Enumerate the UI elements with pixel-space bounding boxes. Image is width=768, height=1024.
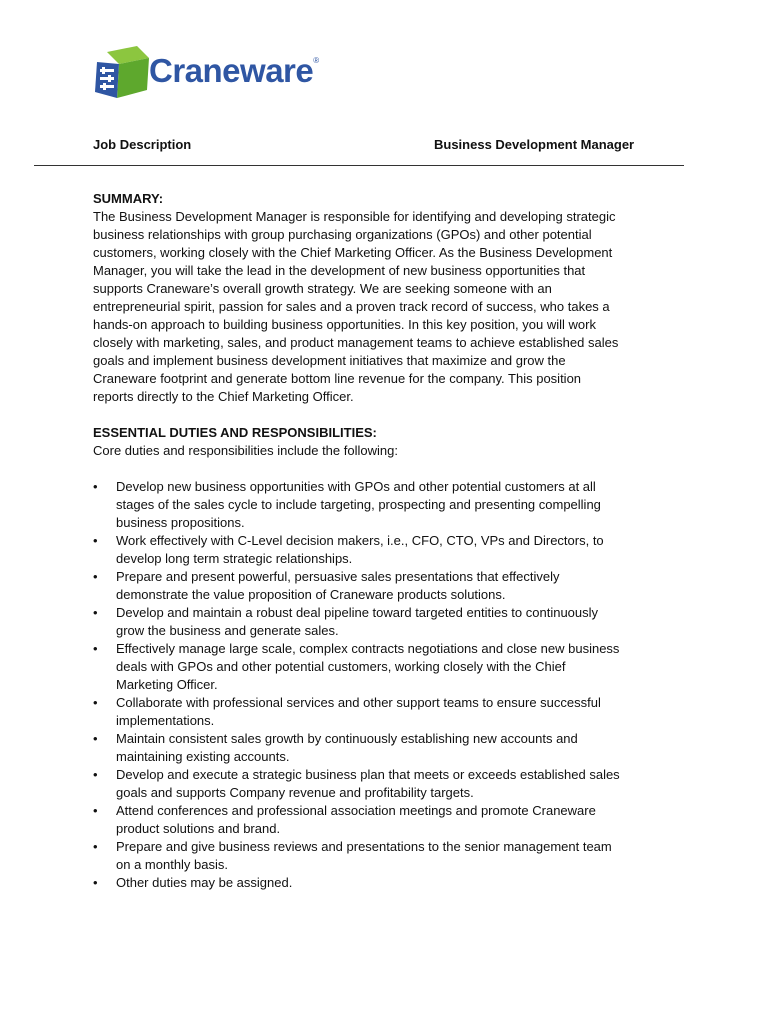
duty-line: Collaborate with professional services and other support teams to ensure successful: [116, 695, 601, 710]
duty-line: Develop and execute a strategic business plan that meets or exceeds established sales: [116, 767, 620, 782]
duty-line: grow the business and generate sales.: [116, 623, 339, 638]
craneware-logo: [93, 44, 333, 102]
duty-line: implementations.: [116, 713, 215, 728]
duty-line: deals with GPOs and other potential customers, working closely with the Chief: [116, 659, 566, 674]
summary-heading: SUMMARY:: [93, 191, 164, 206]
duty-item: [93, 478, 673, 532]
summary-line: Craneware footprint and generate bottom line revenue for the company. This position: [93, 371, 582, 386]
duty-item: [93, 694, 673, 730]
bullet-icon: •: [93, 533, 98, 548]
duty-item: [93, 838, 673, 874]
bullet-icon: •: [93, 731, 98, 746]
duty-item: [93, 874, 673, 892]
summary-line: The Business Development Manager is responsible for identifying and developing strategic: [93, 209, 616, 224]
duty-item: [93, 568, 673, 604]
spacer: [93, 406, 673, 424]
duty-line: Maintain consistent sales growth by continuously establishing new accounts and: [116, 731, 578, 746]
bullet-icon: •: [93, 803, 98, 818]
duty-line: Prepare and give business reviews and presentations to the senior management team: [116, 839, 612, 854]
document-body: [93, 190, 673, 892]
duty-item: [93, 532, 673, 568]
bullet-icon: •: [93, 479, 98, 494]
duty-item: [93, 802, 673, 838]
bullet-icon: •: [93, 695, 98, 710]
duty-line: Prepare and present powerful, persuasive sales presentations that effectively: [116, 569, 560, 584]
bullet-icon: •: [93, 605, 98, 620]
duty-line: stages of the sales cycle to include targeting, prospecting and presenting compelling: [116, 497, 601, 512]
summary-line: customers, working closely with the Chief Marketing Officer. As the Business Development: [93, 245, 613, 260]
header-divider: [34, 165, 684, 166]
duties-heading: ESSENTIAL DUTIES AND RESPONSIBILITIES:: [93, 425, 377, 440]
duty-line: Develop and maintain a robust deal pipeline toward targeted entities to continuously: [116, 605, 599, 620]
bullet-icon: •: [93, 641, 98, 656]
duty-line: product solutions and brand.: [116, 821, 281, 836]
summary-line: entrepreneurial spirit, passion for sales and a proven track record of success, who takes a: [93, 299, 610, 314]
duty-item: [93, 730, 673, 766]
duty-line: business propositions.: [116, 515, 245, 530]
bullet-icon: •: [93, 767, 98, 782]
summary-paragraph: [93, 208, 673, 406]
document-header: [93, 137, 653, 155]
bullet-icon: •: [93, 875, 98, 890]
summary-line: hands-on approach to building business opportunities. In this key position, you will work: [93, 317, 596, 332]
duty-line: Work effectively with C-Level decision makers, i.e., CFO, CTO, VPs and Directors, to: [116, 533, 604, 548]
duty-line: Develop new business opportunities with GPOs and other potential customers at all: [116, 479, 596, 494]
duty-line: on a monthly basis.: [116, 857, 229, 872]
duty-line: develop long term strategic relationships.: [116, 551, 353, 566]
spacer: [93, 460, 673, 478]
logo-name: Craneware: [149, 52, 314, 89]
duties-intro: Core duties and responsibilities include the following:: [93, 443, 398, 458]
logo-wordmark: [149, 52, 319, 90]
summary-line: business relationships with group purchasing organizations (GPOs) and other potential: [93, 227, 592, 242]
duty-line: Marketing Officer.: [116, 677, 218, 692]
duty-line: goals and supports Company revenue and profitability targets.: [116, 785, 474, 800]
duty-line: Attend conferences and professional association meetings and promote Craneware: [116, 803, 596, 818]
craneware-cube-icon: [93, 44, 151, 102]
bullet-icon: •: [93, 569, 98, 584]
duty-item: [93, 766, 673, 802]
job-title-label: Business Development Manager: [434, 137, 635, 152]
duty-item: [93, 640, 673, 694]
duty-line: Effectively manage large scale, complex contracts negotiations and close new business: [116, 641, 620, 656]
duty-line: Other duties may be assigned.: [116, 875, 293, 890]
summary-line: supports Craneware’s overall growth strategy. We are seeking someone with an: [93, 281, 552, 296]
duty-line: demonstrate the value proposition of Craneware products solutions.: [116, 587, 506, 602]
summary-line: goals and implement business development initiatives that maximize and grow the: [93, 353, 566, 368]
doc-type-label: Job Description: [93, 137, 192, 152]
summary-line: Manager, you will take the lead in the development of new business opportunities that: [93, 263, 586, 278]
duty-line: maintaining existing accounts.: [116, 749, 290, 764]
duties-list: [93, 478, 673, 892]
duty-item: [93, 604, 673, 640]
summary-line: reports directly to the Chief Marketing Officer.: [93, 389, 354, 404]
logo-registered-mark: ®: [313, 56, 319, 65]
summary-line: closely with marketing, sales, and product management teams to achieve established sales: [93, 335, 619, 350]
bullet-icon: •: [93, 839, 98, 854]
